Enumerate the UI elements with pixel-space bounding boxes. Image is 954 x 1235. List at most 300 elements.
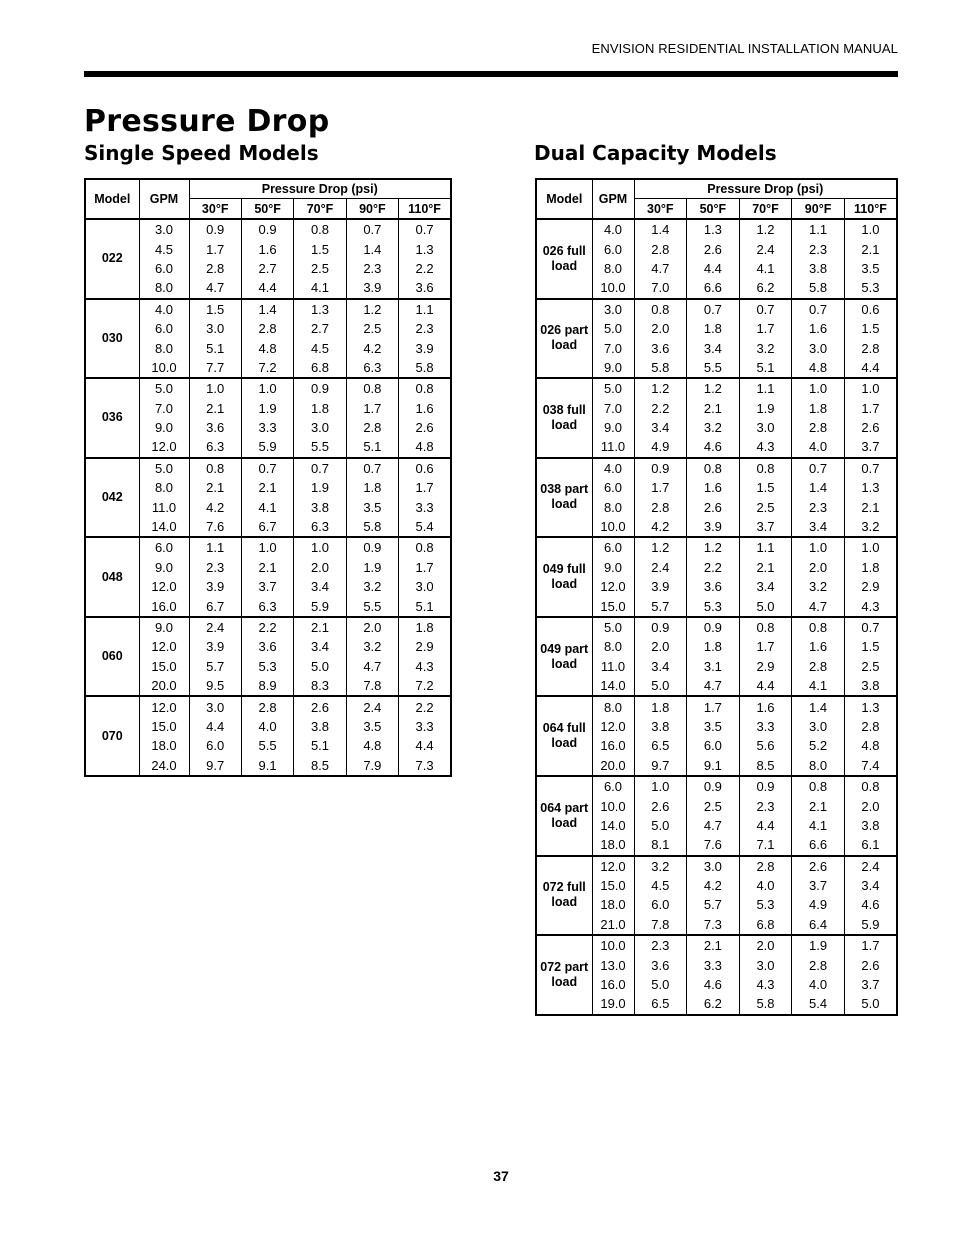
pressure-drop-cell: 1.8	[687, 319, 740, 338]
pressure-drop-cell: 3.2	[861, 519, 880, 535]
model-group	[536, 935, 897, 1015]
pressure-drop-cell: 2.9	[739, 657, 792, 676]
gpm-cell: 6.0	[592, 478, 634, 497]
pressure-drop-cell: 2.4	[861, 858, 880, 874]
gpm-cell: 18.0	[592, 835, 634, 855]
gpm-cell: 8.0	[592, 637, 634, 656]
model-group	[85, 378, 451, 458]
pressure-drop-cell: 3.2	[346, 577, 398, 596]
pressure-drop-cell: 7.1	[739, 835, 792, 855]
gpm-cell: 7.0	[592, 399, 634, 418]
pressure-drop-cell: 3.0	[739, 955, 792, 974]
pressure-drop-cell: 2.5	[861, 658, 880, 674]
pressure-drop-cell: 6.7	[241, 517, 293, 537]
pressure-drop-cell: 0.8	[294, 219, 346, 239]
pressure-drop-cell: 3.0	[792, 338, 845, 357]
pressure-drop-cell: 9.1	[687, 756, 740, 776]
pressure-drop-cell: 2.7	[294, 319, 346, 338]
pressure-drop-cell: 6.4	[792, 915, 845, 935]
pressure-drop-cell: 6.3	[189, 437, 241, 457]
gpm-cell: 15.0	[592, 876, 634, 895]
pressure-drop-cell: 7.8	[346, 676, 398, 696]
table-row	[85, 676, 451, 696]
pressure-drop-cell: 3.9	[189, 637, 241, 656]
pressure-drop-cell: 3.7	[792, 876, 845, 895]
page-title: Pressure Drop	[84, 104, 330, 139]
pressure-drop-cell: 7.6	[189, 517, 241, 537]
model-cell	[536, 935, 592, 1015]
pressure-drop-cell: 3.3	[241, 418, 293, 437]
manual-title: ENVISION RESIDENTIAL INSTALLATION MANUAL	[591, 41, 898, 56]
pressure-drop-cell: 4.3	[739, 437, 792, 457]
table-row	[85, 736, 451, 755]
temp-header: 90°F	[792, 199, 845, 220]
model-label-line: 026 full	[542, 243, 586, 258]
temp-header: 30°F	[189, 199, 241, 220]
pressure-drop-cell: 3.4	[634, 657, 687, 676]
pressure-drop-cell: 8.1	[634, 835, 687, 855]
model-cell: 022	[85, 219, 139, 299]
pressure-drop-cell: 4.7	[346, 657, 398, 676]
temp-header: 90°F	[346, 199, 398, 220]
pressure-drop-cell: 4.2	[634, 517, 687, 537]
pressure-drop-cell: 6.8	[739, 915, 792, 935]
pressure-drop-cell: 3.8	[634, 717, 687, 736]
pressure-drop-cell: 4.9	[792, 895, 845, 914]
pressure-drop-cell: 7.9	[346, 756, 398, 776]
pressure-drop-cell: 0.7	[687, 299, 740, 319]
pressure-drop-cell: 3.4	[792, 517, 845, 537]
pressure-drop-cell: 4.0	[739, 876, 792, 895]
model-label-line: 049 full	[542, 562, 586, 577]
table-row	[85, 299, 451, 319]
pressure-drop-cell: 1.6	[415, 400, 434, 416]
pressure-drop-cell: 7.6	[687, 835, 740, 855]
pressure-drop-cell: 3.4	[687, 338, 740, 357]
table-row	[85, 239, 451, 258]
pressure-drop-cell: 3.4	[861, 878, 880, 894]
pressure-drop-cell: 2.3	[739, 796, 792, 815]
table-row	[85, 537, 451, 557]
pressure-drop-cell: 5.5	[294, 437, 346, 457]
pressure-drop-cell: 3.8	[294, 717, 346, 736]
pressure-drop-cell: 4.0	[792, 975, 845, 994]
pressure-drop-cell: 2.6	[687, 239, 740, 258]
pressure-drop-cell: 2.5	[294, 259, 346, 278]
gpm-cell: 13.0	[592, 955, 634, 974]
pressure-drop-cell: 6.3	[294, 517, 346, 537]
pressure-drop-cell: 3.0	[792, 717, 845, 736]
pressure-drop-cell: 3.3	[739, 717, 792, 736]
model-group	[85, 537, 451, 617]
gpm-cell: 12.0	[592, 717, 634, 736]
model-cell	[536, 537, 592, 617]
pressure-drop-cell: 1.2	[687, 537, 740, 557]
gpm-cell: 6.0	[139, 537, 189, 557]
pressure-drop-cell: 5.1	[739, 358, 792, 378]
pressure-drop-cell: 3.2	[634, 856, 687, 876]
pressure-drop-cell: 2.8	[792, 955, 845, 974]
pressure-drop-cell: 1.7	[687, 696, 740, 716]
temp-header: 110°F	[844, 199, 897, 220]
gpm-cell: 10.0	[592, 796, 634, 815]
table-row	[85, 617, 451, 637]
pressure-drop-cell: 5.9	[241, 437, 293, 457]
gpm-cell: 5.0	[139, 458, 189, 478]
pressure-drop-cell: 2.1	[739, 558, 792, 577]
pressure-drop-cell: 3.6	[189, 418, 241, 437]
model-label-line: 064 part	[540, 800, 589, 815]
pressure-drop-cell: 3.7	[739, 517, 792, 537]
pressure-drop-cell: 2.6	[861, 420, 880, 436]
pressure-drop-cell: 3.2	[792, 577, 845, 596]
pressure-drop-cell: 5.7	[634, 596, 687, 616]
table-row	[85, 338, 451, 357]
pressure-drop-cell: 5.0	[634, 816, 687, 835]
temp-header: 70°F	[739, 199, 792, 220]
pressure-drop-cell: 3.4	[294, 637, 346, 656]
pressure-drop-cell: 7.2	[415, 678, 434, 694]
pressure-drop-cell: 7.8	[634, 915, 687, 935]
pressure-drop-cell: 3.5	[687, 717, 740, 736]
pressure-drop-cell: 6.2	[687, 994, 740, 1014]
pressure-drop-cell: 1.0	[294, 537, 346, 557]
pressure-drop-cell: 1.9	[739, 399, 792, 418]
pressure-drop-cell: 2.0	[346, 617, 398, 637]
pressure-drop-cell: 4.7	[634, 259, 687, 278]
model-cell	[536, 856, 592, 936]
pressure-drop-cell: 2.8	[634, 497, 687, 516]
pressure-drop-cell: 8.5	[739, 756, 792, 776]
pressure-drop-cell: 2.8	[241, 696, 293, 716]
pressure-drop-cell: 5.8	[346, 517, 398, 537]
pressure-drop-cell: 9.5	[189, 676, 241, 696]
pressure-drop-cell: 2.0	[294, 558, 346, 577]
pressure-drop-cell: 4.5	[634, 876, 687, 895]
pressure-drop-cell: 3.3	[415, 718, 434, 734]
pressure-drop-cell: 1.7	[415, 480, 434, 496]
model-cell	[536, 458, 592, 538]
pressure-drop-cell: 1.6	[241, 239, 293, 258]
pressure-drop-cell: 2.3	[189, 558, 241, 577]
model-group	[85, 219, 451, 299]
pressure-drop-cell: 0.9	[294, 378, 346, 398]
pressure-drop-cell: 1.4	[792, 478, 845, 497]
pressure-drop-cell: 4.7	[687, 816, 740, 835]
pressure-drop-cell: 4.1	[792, 676, 845, 696]
pressure-drop-cell: 3.8	[861, 817, 880, 833]
pressure-drop-cell: 7.3	[687, 915, 740, 935]
pressure-drop-cell: 3.4	[294, 577, 346, 596]
gpm-cell: 20.0	[139, 676, 189, 696]
pressure-drop-cell: 4.1	[294, 278, 346, 298]
gpm-cell: 6.0	[139, 259, 189, 278]
pressure-drop-cell: 4.4	[415, 738, 434, 754]
pressure-drop-cell: 4.3	[861, 598, 880, 614]
pressure-drop-cell: 1.5	[294, 239, 346, 258]
pressure-drop-cell: 4.2	[346, 338, 398, 357]
gpm-cell: 9.0	[592, 418, 634, 437]
pressure-drop-cell: 1.0	[189, 378, 241, 398]
pressure-drop-cell: 1.3	[861, 699, 880, 715]
model-group	[536, 617, 897, 697]
pressure-drop-cell: 4.7	[189, 278, 241, 298]
pressure-drop-cell: 3.4	[739, 577, 792, 596]
table-row	[536, 696, 897, 716]
gpm-cell: 8.0	[139, 338, 189, 357]
pressure-drop-cell: 3.0	[415, 579, 434, 595]
pressure-drop-cell: 5.5	[346, 596, 398, 616]
gpm-cell: 16.0	[139, 596, 189, 616]
temp-header: 30°F	[634, 199, 687, 220]
pressure-drop-cell: 2.9	[415, 639, 434, 655]
pressure-drop-cell: 1.2	[687, 378, 740, 398]
pressure-drop-cell: 2.3	[634, 935, 687, 955]
model-cell	[536, 299, 592, 379]
pressure-drop-cell: 0.8	[189, 458, 241, 478]
pressure-drop-cell: 0.9	[241, 219, 293, 239]
pressure-drop-cell: 1.5	[189, 299, 241, 319]
gpm-cell: 21.0	[592, 915, 634, 935]
model-group	[536, 696, 897, 776]
pressure-drop-cell: 1.2	[634, 378, 687, 398]
model-cell: 036	[85, 378, 139, 458]
gpm-cell: 12.0	[139, 437, 189, 457]
pressure-drop-cell: 1.0	[241, 378, 293, 398]
pressure-drop-cell: 4.2	[687, 876, 740, 895]
pressure-drop-cell: 1.7	[739, 637, 792, 656]
table-row	[536, 299, 897, 319]
pressure-drop-cell: 3.4	[634, 418, 687, 437]
pressure-drop-cell: 4.7	[792, 596, 845, 616]
pressure-drop-cell: 4.7	[687, 676, 740, 696]
gpm-cell: 12.0	[592, 856, 634, 876]
pressure-drop-cell: 6.6	[687, 278, 740, 298]
pressure-drop-cell: 5.8	[415, 359, 434, 375]
gpm-cell: 10.0	[592, 278, 634, 298]
model-label-line: 038 full	[542, 402, 586, 417]
temp-header: 50°F	[241, 199, 293, 220]
pressure-drop-cell: 2.8	[739, 856, 792, 876]
pressure-drop-cell: 0.7	[861, 620, 880, 635]
pressure-drop-cell: 3.9	[346, 278, 398, 298]
pressure-drop-cell: 1.1	[415, 301, 434, 317]
pressure-drop-cell: 0.8	[634, 299, 687, 319]
gpm-cell: 7.0	[592, 338, 634, 357]
model-label-line: load	[551, 815, 578, 830]
gpm-cell: 16.0	[592, 975, 634, 994]
gpm-cell: 4.5	[139, 239, 189, 258]
model-group	[85, 696, 451, 776]
table-row	[85, 418, 451, 437]
pressure-drop-cell: 1.4	[634, 219, 687, 239]
pressure-drop-cell: 4.4	[241, 278, 293, 298]
model-group	[536, 299, 897, 379]
pressure-drop-cell: 0.9	[346, 537, 398, 557]
gpm-cell: 18.0	[139, 736, 189, 755]
table-row	[85, 637, 451, 656]
pressure-drop-cell: 2.6	[687, 497, 740, 516]
pressure-drop-cell: 1.5	[739, 478, 792, 497]
pressure-drop-cell: 6.3	[346, 358, 398, 378]
gpm-cell: 9.0	[139, 558, 189, 577]
pressure-drop-cell: 0.8	[861, 779, 880, 795]
pressure-drop-cell: 2.2	[415, 699, 434, 715]
pressure-drop-cell: 5.4	[792, 994, 845, 1014]
pressure-drop-cell: 1.8	[415, 620, 434, 635]
pressure-drop-cell: 5.4	[415, 519, 434, 535]
pressure-drop-cell: 4.0	[241, 717, 293, 736]
pressure-drop-cell: 4.6	[861, 897, 880, 913]
pressure-drop-cell: 3.6	[634, 955, 687, 974]
model-header: Model	[85, 179, 139, 219]
pressure-drop-cell: 0.9	[634, 617, 687, 637]
pressure-drop-cell: 1.9	[241, 399, 293, 418]
pressure-drop-cell: 0.7	[739, 299, 792, 319]
table-row	[85, 717, 451, 736]
pressure-drop-cell: 4.8	[792, 358, 845, 378]
pressure-drop-cell: 5.9	[294, 596, 346, 616]
pressure-drop-cell: 2.0	[634, 319, 687, 338]
pressure-drop-cell: 5.3	[739, 895, 792, 914]
pressure-drop-cell: 1.6	[687, 478, 740, 497]
table-row	[536, 856, 897, 876]
pressure-drop-cell: 3.5	[346, 717, 398, 736]
pressure-drop-header: Pressure Drop (psi)	[261, 182, 378, 196]
table-row	[85, 319, 451, 338]
pressure-drop-cell: 8.5	[294, 756, 346, 776]
pressure-drop-cell: 2.2	[241, 617, 293, 637]
model-group	[536, 378, 897, 458]
gpm-cell: 6.0	[592, 776, 634, 796]
pressure-drop-cell: 1.1	[792, 219, 845, 239]
gpm-cell: 5.0	[592, 378, 634, 398]
header-rule	[84, 71, 898, 77]
pressure-drop-cell: 3.1	[687, 657, 740, 676]
model-group	[536, 537, 897, 617]
pressure-drop-cell: 7.7	[189, 358, 241, 378]
pressure-drop-cell: 5.2	[792, 736, 845, 755]
pressure-drop-cell: 5.0	[634, 676, 687, 696]
gpm-cell: 12.0	[139, 696, 189, 716]
pressure-drop-cell: 0.8	[415, 540, 434, 556]
gpm-cell: 9.0	[139, 617, 189, 637]
pressure-drop-cell: 3.0	[189, 696, 241, 716]
model-label-line: load	[551, 258, 578, 273]
pressure-drop-cell: 2.5	[346, 319, 398, 338]
pressure-drop-cell: 2.1	[861, 499, 880, 515]
pressure-drop-cell: 2.7	[241, 259, 293, 278]
gpm-cell: 4.0	[139, 299, 189, 319]
table-row	[536, 776, 897, 796]
pressure-drop-cell: 1.0	[861, 222, 880, 238]
gpm-cell: 5.0	[592, 617, 634, 637]
pressure-drop-cell: 1.0	[792, 378, 845, 398]
temp-header: 110°F	[399, 199, 451, 220]
dual-capacity-pressure-table	[535, 178, 898, 1016]
pressure-drop-cell: 4.6	[687, 437, 740, 457]
pressure-drop-cell: 5.0	[634, 975, 687, 994]
pressure-drop-cell: 2.0	[634, 637, 687, 656]
pressure-drop-cell: 2.8	[634, 239, 687, 258]
pressure-drop-cell: 3.0	[739, 418, 792, 437]
pressure-drop-cell: 5.1	[294, 736, 346, 755]
pressure-drop-cell: 1.7	[189, 239, 241, 258]
pressure-drop-cell: 5.7	[189, 657, 241, 676]
table-row	[85, 478, 451, 497]
pressure-drop-cell: 1.7	[861, 938, 880, 954]
model-label-line: load	[551, 417, 578, 432]
model-label-line: 026 part	[540, 323, 589, 338]
pressure-drop-cell: 4.0	[792, 437, 845, 457]
pressure-drop-cell: 5.5	[687, 358, 740, 378]
pressure-drop-cell: 1.8	[346, 478, 398, 497]
pressure-drop-cell: 1.5	[861, 321, 880, 337]
pressure-drop-cell: 6.8	[294, 358, 346, 378]
pressure-drop-cell: 4.4	[189, 717, 241, 736]
pressure-drop-cell: 3.6	[687, 577, 740, 596]
pressure-drop-cell: 2.0	[739, 935, 792, 955]
table-row	[85, 399, 451, 418]
pressure-drop-cell: 2.8	[189, 259, 241, 278]
pressure-drop-cell: 3.7	[861, 439, 880, 455]
gpm-cell: 10.0	[592, 517, 634, 537]
pressure-drop-cell: 1.7	[346, 399, 398, 418]
pressure-drop-cell: 3.0	[189, 319, 241, 338]
pressure-drop-cell: 6.6	[792, 835, 845, 855]
pressure-drop-cell: 2.8	[792, 418, 845, 437]
pressure-drop-cell: 0.8	[792, 617, 845, 637]
model-label-line: load	[551, 736, 578, 751]
pressure-drop-cell: 0.8	[687, 458, 740, 478]
model-group	[85, 458, 451, 538]
table-row	[85, 259, 451, 278]
pressure-drop-cell: 1.5	[861, 639, 880, 655]
pressure-drop-cell: 1.8	[792, 399, 845, 418]
pressure-drop-cell: 0.9	[687, 776, 740, 796]
pressure-drop-cell: 6.3	[241, 596, 293, 616]
table-row	[85, 378, 451, 398]
pressure-drop-cell: 3.5	[861, 260, 880, 276]
pressure-drop-cell: 1.3	[861, 480, 880, 496]
pressure-drop-cell: 3.9	[634, 577, 687, 596]
model-label-line: 038 part	[540, 482, 589, 497]
pressure-drop-cell: 0.7	[346, 458, 398, 478]
pressure-drop-cell: 2.5	[739, 497, 792, 516]
pressure-drop-cell: 3.9	[189, 577, 241, 596]
pressure-drop-cell: 5.0	[739, 596, 792, 616]
model-cell: 070	[85, 696, 139, 776]
model-group	[536, 219, 897, 299]
gpm-cell: 8.0	[592, 696, 634, 716]
pressure-drop-cell: 1.8	[687, 637, 740, 656]
pressure-drop-cell: 6.5	[634, 994, 687, 1014]
pressure-drop-cell: 5.5	[241, 736, 293, 755]
model-group	[85, 299, 451, 379]
pressure-drop-cell: 3.6	[634, 338, 687, 357]
pressure-drop-cell: 3.2	[739, 338, 792, 357]
pressure-drop-cell: 1.8	[861, 559, 880, 575]
pressure-drop-cell: 1.2	[346, 299, 398, 319]
pressure-drop-cell: 4.9	[634, 437, 687, 457]
pressure-drop-cell: 4.4	[687, 259, 740, 278]
pressure-drop-cell: 2.1	[294, 617, 346, 637]
temp-header: 70°F	[294, 199, 346, 220]
model-cell	[536, 776, 592, 856]
gpm-header: GPM	[139, 179, 189, 219]
pressure-drop-cell: 3.5	[346, 497, 398, 516]
pressure-drop-cell: 2.3	[792, 239, 845, 258]
